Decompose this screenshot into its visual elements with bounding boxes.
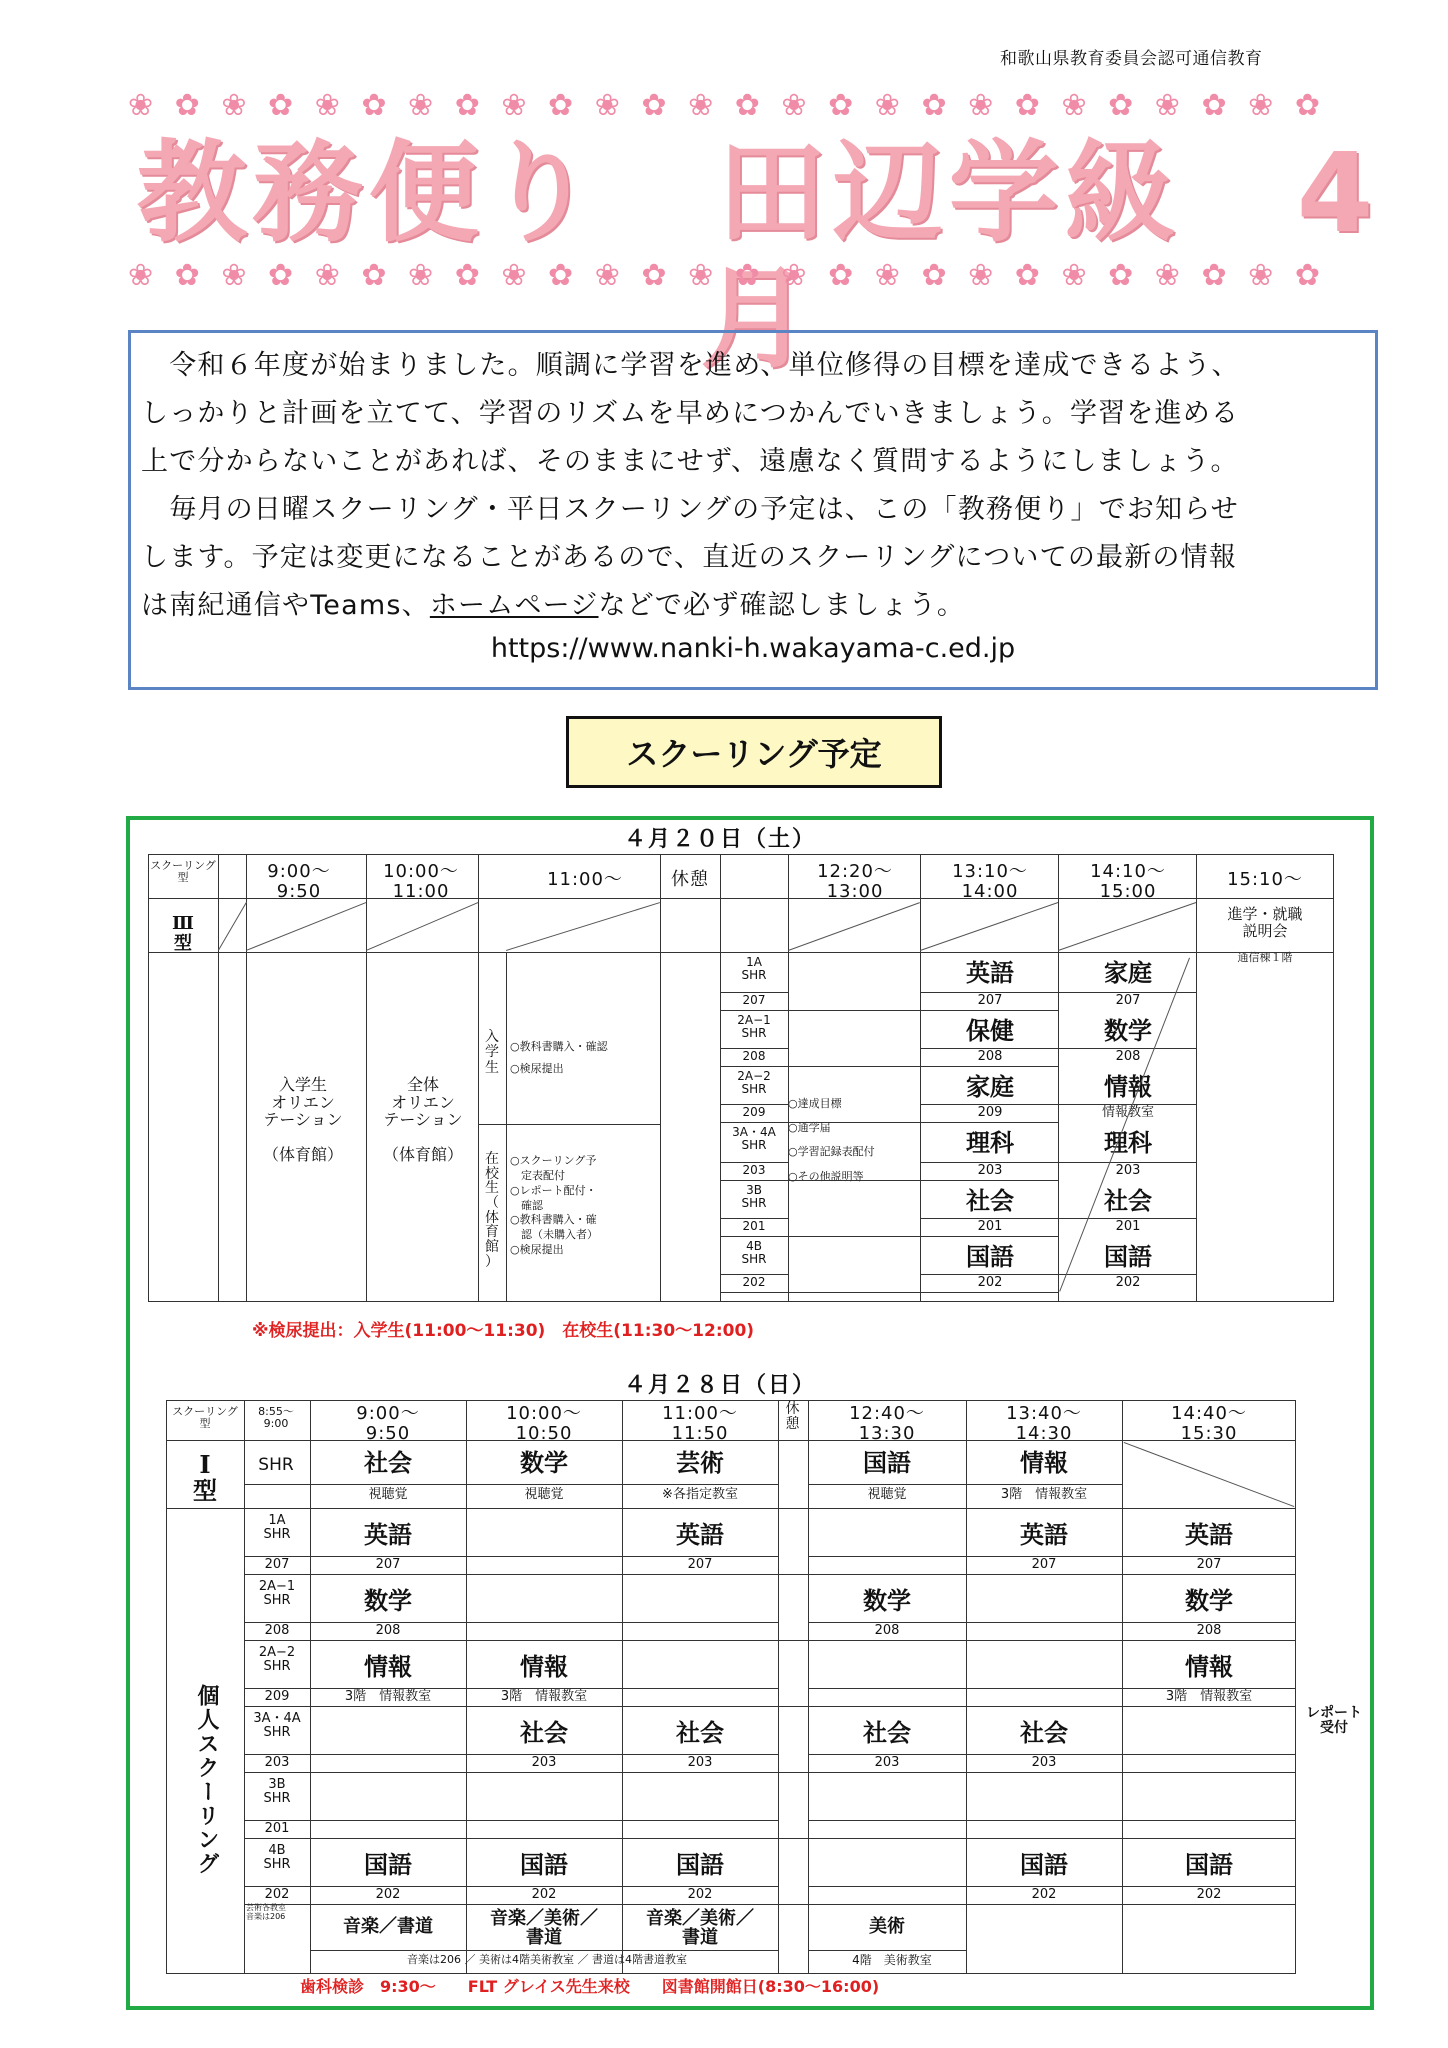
individual-subject: 社会 <box>1020 1719 1068 1747</box>
time-header: 15:10～ <box>1227 869 1303 890</box>
individual-room: 3階 情報教室 <box>344 1689 432 1704</box>
arts-subject: 音楽／書道 <box>343 1916 433 1937</box>
individual-schooling-label: 個人スクーリング <box>194 1684 219 1876</box>
type3-label: Ⅲ 型 <box>172 913 194 954</box>
orientation-new: 入学生 オリエン テーション （体育館） <box>262 1075 343 1165</box>
arts-subject: 音楽／美術／ 書道 <box>490 1908 598 1948</box>
type-header: スクーリング型 <box>172 1405 238 1431</box>
subject-room: 209 <box>977 1105 1003 1120</box>
career-room: 通信棟１階 <box>1237 951 1293 964</box>
art-room-note: 4階 美術教室 <box>852 1953 932 1967</box>
arts-subject: 美術 <box>869 1916 905 1937</box>
cherry-blossom-border-top: ❀ ✿ ❀ ✿ ❀ ✿ ❀ ✿ ❀ ✿ ❀ ✿ ❀ ✿ ❀ ✿ ❀ ✿ ❀ ✿ ❀ ✿ ❀ ✿ ❀ ✿ <box>128 88 1326 123</box>
individual-room: 208 <box>874 1623 900 1638</box>
subject-1310: 保健 <box>966 1017 1014 1045</box>
urine-test-note: ※検尿提出：入学生(11:00～11:30) 在校生(11:30～12:00) <box>252 1321 755 1341</box>
subject-room: 203 <box>1115 1163 1141 1178</box>
class-room: 207 <box>264 1557 290 1572</box>
individual-subject: 国語 <box>1020 1851 1068 1879</box>
class-shr-label: 3B SHR <box>263 1777 291 1807</box>
class-room: 201 <box>264 1821 290 1836</box>
notice-line: します。予定は変更になることがあるので、直近のスクーリングについての最新の情報 <box>141 542 1238 573</box>
individual-room: 203 <box>687 1755 713 1770</box>
subject-1410: 情報 <box>1104 1073 1152 1101</box>
type1-subject: 国語 <box>863 1449 911 1477</box>
homepage-link[interactable]: ホームページ <box>429 590 599 621</box>
notice-line <box>141 583 965 622</box>
individual-room: 207 <box>375 1557 401 1572</box>
orientation-all: 全体 オリエン テーション （体育館） <box>382 1075 463 1165</box>
authority-text: 和歌山県教育委員会認可通信教育 <box>1000 49 1263 69</box>
type1-room: 視聴覚 <box>524 1487 564 1502</box>
arts-subject: 音楽／美術／ 書道 <box>646 1908 754 1948</box>
time-header: 11:00～ <box>547 869 623 890</box>
subject-1310: 英語 <box>966 959 1014 987</box>
time-header: 12:20～ 13:00 <box>817 861 893 902</box>
cherry-blossom-border-bottom: ❀ ✿ ❀ ✿ ❀ ✿ ❀ ✿ ❀ ✿ ❀ ✿ ❀ ✿ ❀ ✿ ❀ ✿ ❀ ✿ ❀ ✿ ❀ ✿ ❀ ✿ <box>128 258 1326 293</box>
individual-room: 202 <box>1196 1887 1222 1902</box>
individual-room: 202 <box>531 1887 557 1902</box>
break-header: 休憩 <box>671 869 709 890</box>
subject-room: 201 <box>1115 1219 1141 1234</box>
subject-1410: 社会 <box>1104 1187 1152 1215</box>
table2-date: ４月２８日（日） <box>623 1373 816 1398</box>
notice-box <box>128 330 1378 690</box>
class-room: 201 <box>742 1219 766 1233</box>
subject-room: 207 <box>1115 993 1141 1008</box>
type1-subject: 社会 <box>364 1449 412 1477</box>
type1-label: Ⅰ 型 <box>193 1450 217 1506</box>
individual-room: 208 <box>375 1623 401 1638</box>
class-shr-label: 2A−2 SHR <box>258 1645 296 1675</box>
subject-room: 201 <box>977 1219 1003 1234</box>
time-header: 11:00～ 11:50 <box>662 1403 738 1444</box>
individual-subject: 社会 <box>676 1719 724 1747</box>
time-header: 14:40～ 15:30 <box>1171 1403 1247 1444</box>
subject-room: 207 <box>977 993 1003 1008</box>
schedule-panel <box>126 816 1374 2010</box>
class-shr-label: 3B SHR <box>741 1183 767 1211</box>
class-room: 202 <box>264 1887 290 1902</box>
individual-subject: 英語 <box>364 1521 412 1549</box>
time-header: 10:00～ 10:50 <box>506 1403 582 1444</box>
class-room: 207 <box>742 993 766 1007</box>
individual-room: 202 <box>375 1887 401 1902</box>
subject-1410: 数学 <box>1104 1017 1152 1045</box>
class-room: 209 <box>264 1689 290 1704</box>
individual-subject: 数学 <box>863 1587 911 1615</box>
class-shr-label: 2A−1 SHR <box>258 1579 296 1609</box>
individual-room: 202 <box>687 1887 713 1902</box>
class-shr-label: 4B SHR <box>741 1239 767 1267</box>
subject-1310: 社会 <box>966 1187 1014 1215</box>
career-briefing: 進学・就職 説明会 <box>1227 905 1303 940</box>
individual-room: 203 <box>531 1755 557 1770</box>
class-room: 209 <box>742 1105 766 1119</box>
subject-room: 情報教室 <box>1101 1105 1154 1120</box>
subject-room: 202 <box>1115 1275 1141 1290</box>
type1-room: 視聴覚 <box>368 1487 408 1502</box>
individual-subject: 社会 <box>863 1719 911 1747</box>
type1-shr: SHR <box>258 1455 294 1475</box>
individual-subject: 数学 <box>1185 1587 1233 1615</box>
individual-room: 207 <box>687 1557 713 1572</box>
new-students-label: 入 学 生 <box>485 1029 499 1076</box>
individual-room: 207 <box>1031 1557 1057 1572</box>
class-room: 208 <box>264 1623 290 1638</box>
class-shr-label: 2A−1 SHR <box>737 1013 771 1041</box>
report-reception: レポート 受付 <box>1306 1705 1362 1737</box>
individual-subject: 情報 <box>364 1653 412 1681</box>
shr-time-header: 8:55～ 9:00 <box>258 1405 294 1431</box>
break-header: 休 憩 <box>785 1401 801 1433</box>
individual-room: 208 <box>1196 1623 1222 1638</box>
banner-title: 教務便り 田辺学級 4月 <box>136 129 1380 383</box>
notice-line: しっかりと計画を立てて、学習のリズムを早めにつかんでいきましょう。学習を進める <box>141 398 1240 429</box>
class-room: 202 <box>742 1275 766 1289</box>
type1-room: 視聴覚 <box>867 1487 907 1502</box>
class-shr-label: 1A SHR <box>741 955 767 983</box>
class-shr-label: 1A SHR <box>263 1513 291 1543</box>
class-shr-label: 4B SHR <box>263 1843 291 1873</box>
arts-rooms-note: 音楽は206 ／ 美術は4階美術教室 ／ 書道は4階書道教室 <box>407 1953 687 1966</box>
individual-subject: 情報 <box>1185 1653 1233 1681</box>
class-shr-label: 3A・4A SHR <box>732 1125 776 1153</box>
individual-room: 202 <box>1031 1887 1057 1902</box>
table1-date: ４月２０日（土） <box>623 827 816 852</box>
notice-line: 毎月の日曜スクーリング・平日スクーリングの予定は、この「教務便り」でお知らせ <box>141 494 1239 525</box>
individual-subject: 国語 <box>1185 1851 1233 1879</box>
time-header: 9:00～ 9:50 <box>356 1403 420 1444</box>
footer-events: 歯科検診 9:30～ FLT グレイス先生来校 図書館開館日(8:30～16:00) <box>300 1977 880 1996</box>
subject-1410: 家庭 <box>1104 959 1152 987</box>
time-header: 10:00～ 11:00 <box>383 861 459 902</box>
class-room: 203 <box>264 1755 290 1770</box>
individual-room: 3階 情報教室 <box>500 1689 588 1704</box>
individual-subject: 英語 <box>1185 1521 1233 1549</box>
arts-room-note: 芸術各教室 音楽は206 <box>246 1903 286 1921</box>
subject-room: 208 <box>1115 1049 1141 1064</box>
time-header: 14:10～ 15:00 <box>1090 861 1166 902</box>
school-url[interactable]: https://www.nanki-h.wakayama-c.ed.jp <box>490 633 1016 664</box>
subject-1410: 国語 <box>1104 1243 1152 1271</box>
subject-room: 208 <box>977 1049 1003 1064</box>
notice-line: 令和６年度が始まりました。順調に学習を進め、単位修得の目標を達成できるよう、 <box>141 350 1240 381</box>
individual-subject: 数学 <box>364 1587 412 1615</box>
subject-1410: 理科 <box>1104 1129 1152 1157</box>
subject-1310: 国語 <box>966 1243 1014 1271</box>
current-students-items: ○スクーリング予 定表配付 ○レポート配付・ 確認 ○教科書購入・確 認（未購入者） ○検尿提出 <box>510 1154 598 1257</box>
time-header: 9:00～ 9:50 <box>267 861 331 902</box>
subject-room: 202 <box>977 1275 1003 1290</box>
individual-room: 203 <box>1031 1755 1057 1770</box>
individual-subject: 英語 <box>676 1521 724 1549</box>
class-room: 208 <box>742 1049 766 1063</box>
individual-room: 203 <box>874 1755 900 1770</box>
individual-room: 3階 情報教室 <box>1165 1689 1253 1704</box>
individual-subject: 英語 <box>1020 1521 1068 1549</box>
class-shr-label: 2A−2 SHR <box>737 1069 771 1097</box>
notice-line: 上で分からないことがあれば、そのままにせず、遠慮なく質問するようにしましょう。 <box>141 446 1239 477</box>
new-students-items: ○教科書購入・確認 ○検尿提出 <box>510 1040 608 1075</box>
class-room: 203 <box>742 1163 766 1177</box>
individual-subject: 社会 <box>520 1719 568 1747</box>
type1-subject: 情報 <box>1020 1449 1068 1477</box>
notice-line6-prefix: は南紀通信やTeams、 <box>141 590 430 621</box>
individual-room: 207 <box>1196 1557 1222 1572</box>
schooling-schedule-heading: スクーリング予定 <box>566 716 942 788</box>
type1-subject: 芸術 <box>676 1449 724 1477</box>
time-header: 13:10～ 14:00 <box>952 861 1028 902</box>
individual-subject: 国語 <box>676 1851 724 1879</box>
time-header: 12:40～ 13:30 <box>849 1403 925 1444</box>
subject-room: 203 <box>977 1163 1003 1178</box>
subject-1310: 家庭 <box>966 1073 1014 1101</box>
individual-subject: 国語 <box>520 1851 568 1879</box>
subject-1310: 理科 <box>966 1129 1014 1157</box>
type1-room: ※各指定教室 <box>662 1487 738 1502</box>
notice-line6-suffix: などで必ず確認しましょう。 <box>598 590 966 621</box>
individual-subject: 国語 <box>364 1851 412 1879</box>
individual-subject: 情報 <box>520 1653 568 1681</box>
type1-room: 3階 情報教室 <box>1000 1487 1088 1502</box>
homeroom-items: ○達成目標 ○通学届 ○学習記録表配付 ○その他説明等 <box>788 1097 875 1183</box>
type1-subject: 数学 <box>520 1449 568 1477</box>
type-header: スクーリング型 <box>150 859 216 885</box>
current-students-label: 在 校 生 （ 体 育 館 ） <box>485 1151 499 1270</box>
time-header: 13:40～ 14:30 <box>1006 1403 1082 1444</box>
class-shr-label: 3A・4A SHR <box>253 1711 301 1741</box>
